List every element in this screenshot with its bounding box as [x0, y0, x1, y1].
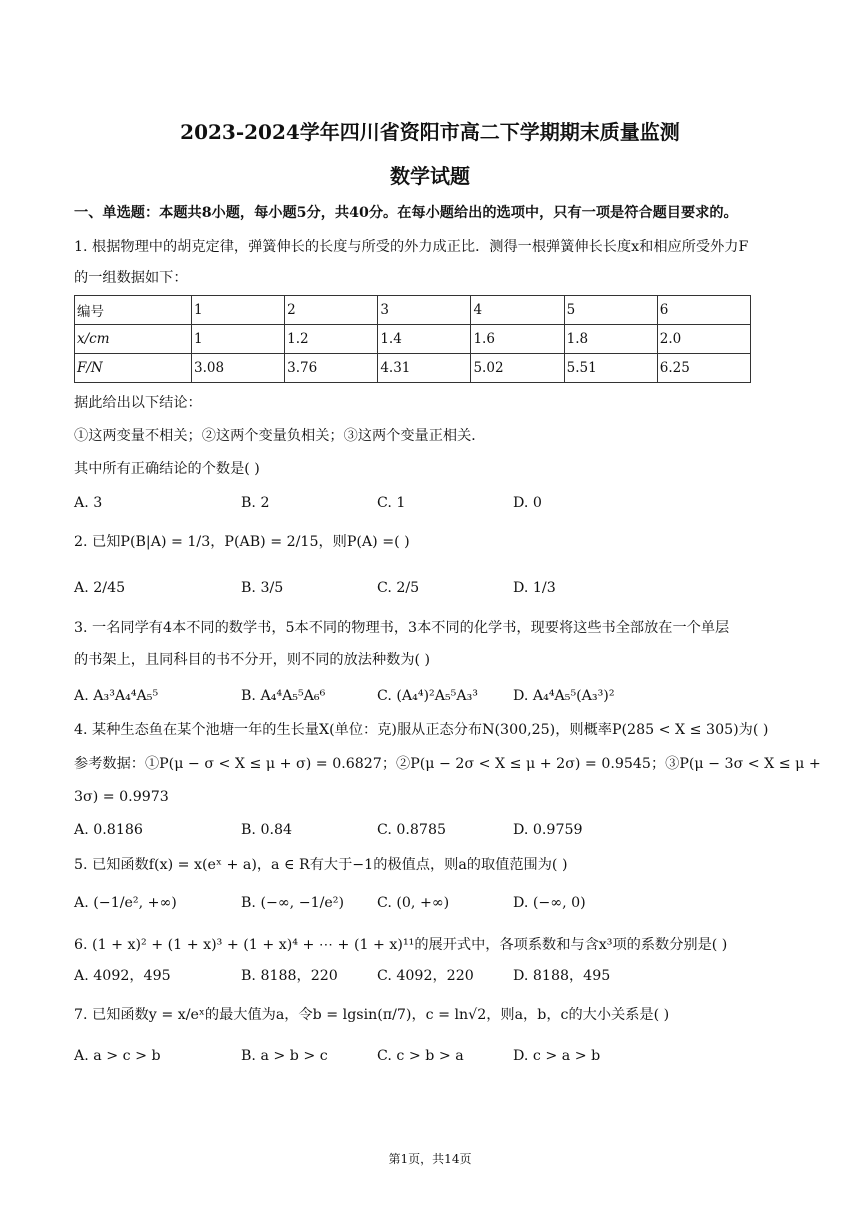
q3-line-2: 的书架上，且同科目的书不分开，则不同的放法种数为( ) [74, 652, 431, 668]
q6-option-a: A. 4092，495 [74, 968, 171, 984]
q7-option-d: D. c > a > b [513, 1048, 601, 1064]
q1-after-3: 其中所有正确结论的个数是( ) [74, 461, 260, 477]
q6-option-b: B. 8188，220 [241, 968, 338, 984]
table-cell: 1.4 [378, 325, 471, 354]
table-row [75, 296, 751, 325]
q3-line-1: 3. 一名同学有4本不同的数学书，5本不同的物理书，3本不同的化学书，现要将这些书全部放在一个单层 [74, 620, 730, 636]
q4-option-a: A. 0.8186 [74, 822, 143, 838]
q3-option-c: C. (A₄⁴)²A₅⁵A₃³ [377, 688, 478, 704]
page-footer: 第1页，共14页 [388, 1152, 472, 1166]
page-title: 2023-2024学年四川省资阳市高二下学期期末质量监测 [180, 120, 680, 144]
q2-option-d: D. 1/3 [513, 580, 556, 596]
q4-line-1: 4. 某种生态鱼在某个池塘一年的生长量X(单位：克)服从正态分布N(300,25)，则概率P(285 < X ≤ 305)为( ) [74, 722, 769, 738]
table-cell: 1.6 [471, 325, 564, 354]
q1-data-table [74, 295, 751, 383]
table-cell: 1.8 [564, 325, 657, 354]
table-cell: 4.31 [378, 354, 471, 383]
table-cell: 2 [285, 296, 378, 325]
q1-after-1: 据此给出以下结论： [74, 395, 202, 411]
q7-stem: 7. 已知函数y = x/eˣ的最大值为a，令b = lgsin(π/7)，c = ln√2，则a，b，c的大小关系是( ) [74, 1007, 670, 1023]
table-cell: 2.0 [657, 325, 750, 354]
table-row [75, 325, 751, 354]
table-cell: F/N [75, 354, 192, 383]
q6-option-c: C. 4092，220 [377, 968, 474, 984]
q3-option-b: B. A₄⁴A₅⁵A₆⁶ [241, 688, 326, 704]
q5-option-b: B. (−∞, −1/e²) [241, 895, 345, 911]
q2-option-b: B. 3/5 [241, 580, 284, 596]
q1-option-b: B. 2 [241, 495, 270, 511]
q7-option-a: A. a > c > b [74, 1048, 161, 1064]
q5-stem: 5. 已知函数f(x) = x(eˣ + a)，a ∈ R有大于−1的极值点，则a的取值范围为( ) [74, 857, 568, 873]
table-cell: 编号 [75, 296, 192, 325]
table-cell: 3 [378, 296, 471, 325]
q4-option-c: C. 0.8785 [377, 822, 447, 838]
q2-stem: 2. 已知P(B|A) = 1/3，P(AB) = 2/15，则P(A) =( ) [74, 534, 410, 550]
table-cell: 6 [657, 296, 750, 325]
q7-option-c: C. c > b > a [377, 1048, 464, 1064]
q4-line-2: 参考数据：①P(μ − σ < X ≤ μ + σ) = 0.6827；②P(μ − 2σ < X ≤ μ + 2σ) = 0.9545；③P(μ − 3σ < X ≤ μ + [74, 756, 821, 772]
page-subtitle: 数学试题 [390, 164, 470, 188]
table-cell: 1.2 [285, 325, 378, 354]
q1-line-2: 的一组数据如下： [74, 270, 188, 286]
table-cell: 1 [192, 325, 285, 354]
q4-option-d: D. 0.9759 [513, 822, 583, 838]
table-cell: x/cm [75, 325, 192, 354]
table-cell: 4 [471, 296, 564, 325]
table-cell: 3.76 [285, 354, 378, 383]
q4-line-3: 3σ) = 0.9973 [74, 789, 169, 805]
table-cell: 6.25 [657, 354, 750, 383]
q2-option-c: C. 2/5 [377, 580, 420, 596]
table-cell: 5.51 [564, 354, 657, 383]
q1-option-a: A. 3 [74, 495, 103, 511]
table-cell: 1 [192, 296, 285, 325]
q2-option-a: A. 2/45 [74, 580, 126, 596]
q7-option-b: B. a > b > c [241, 1048, 328, 1064]
table-row [75, 354, 751, 383]
section-heading: 一、单选题：本题共8小题，每小题5分，共40分。在每小题给出的选项中，只有一项是符合题目要求的。 [74, 205, 738, 221]
q5-option-a: A. (−1/e², +∞) [74, 895, 177, 911]
q3-option-a: A. A₃³A₄⁴A₅⁵ [74, 688, 159, 704]
table-cell: 5.02 [471, 354, 564, 383]
q4-option-b: B. 0.84 [241, 822, 293, 838]
q1-option-d: D. 0 [513, 495, 542, 511]
q5-option-c: C. (0, +∞) [377, 895, 450, 911]
q6-option-d: D. 8188，495 [513, 968, 611, 984]
q1-after-2: ①这两变量不相关；②这两个变量负相关；③这两个变量正相关． [74, 428, 486, 444]
q1-option-c: C. 1 [377, 495, 406, 511]
table-cell: 5 [564, 296, 657, 325]
q3-option-d: D. A₄⁴A₅⁵(A₃³)² [513, 688, 615, 704]
q5-option-d: D. (−∞, 0) [513, 895, 586, 911]
q6-stem: 6. (1 + x)² + (1 + x)³ + (1 + x)⁴ + ⋯ + (1 + x)¹¹的展开式中，各项系数和与含x³项的系数分别是( ) [74, 937, 728, 953]
table-cell: 3.08 [192, 354, 285, 383]
q1-line-1: 1. 根据物理中的胡克定律，弹簧伸长的长度与所受的外力成正比．测得一根弹簧伸长长度x和相应所受外力F [74, 239, 749, 255]
